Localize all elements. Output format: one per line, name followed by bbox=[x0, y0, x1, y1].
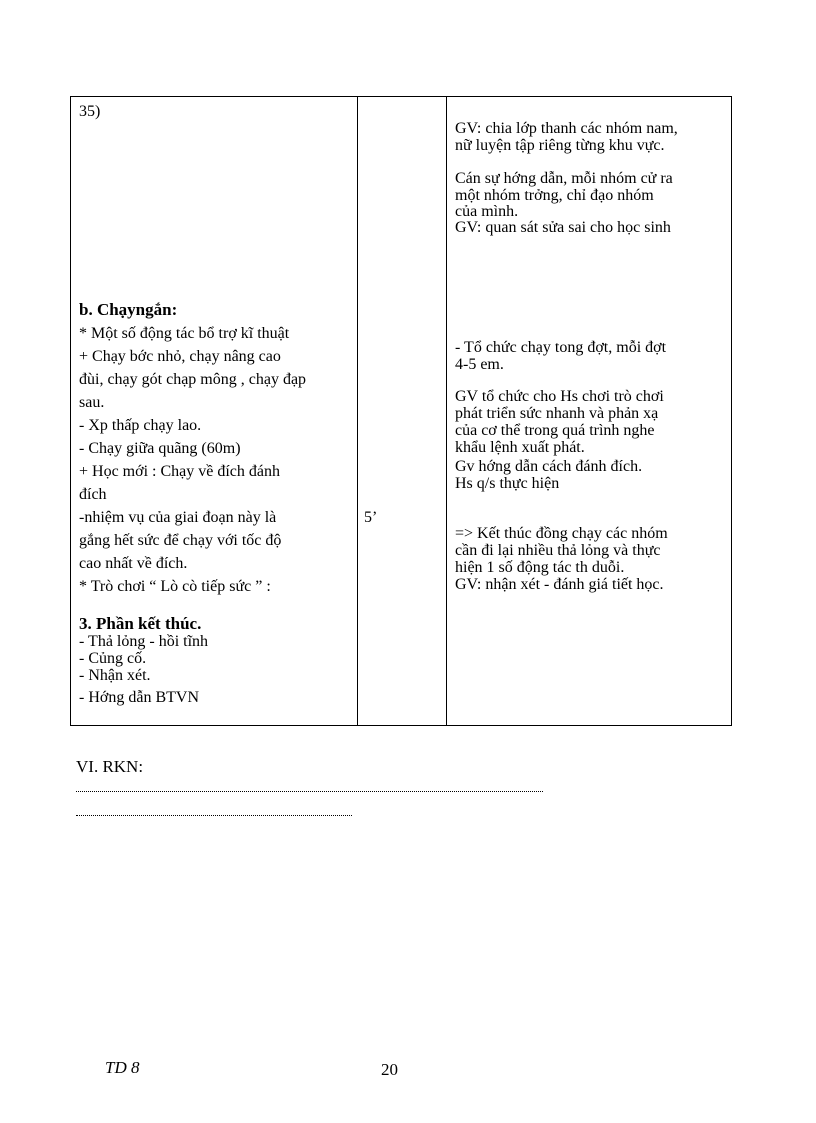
lesson-table bbox=[70, 96, 732, 726]
content-line: đích bbox=[79, 486, 107, 503]
method-line: GV: chia lớp thanh các nhóm nam, bbox=[455, 120, 678, 137]
end-line: - Nhận xét. bbox=[79, 667, 151, 684]
method-line: 4-5 em. bbox=[455, 356, 504, 373]
content-line: + Chạy bớc nhỏ, chạy nâng cao bbox=[79, 348, 281, 365]
dotted-line bbox=[76, 815, 352, 816]
content-line: sau. bbox=[79, 394, 105, 411]
method-line: hiện 1 số động tác th duỗi. bbox=[455, 559, 625, 576]
content-line: - Xp thấp chạy lao. bbox=[79, 417, 202, 434]
content-line: cao nhất về đích. bbox=[79, 555, 188, 572]
end-line: - Hớng dẫn BTVN bbox=[79, 689, 199, 706]
method-line: cần đi lại nhiều thả lỏng và thực bbox=[455, 542, 661, 559]
method-line: => Kết thúc đồng chạy các nhóm bbox=[455, 525, 668, 542]
content-line: gắng hết sức để chạy với tốc độ bbox=[79, 532, 282, 549]
end-line: - Củng cố. bbox=[79, 650, 147, 667]
method-line: khẩu lệnh xuất phát. bbox=[455, 439, 585, 456]
method-line: Hs q/s thực hiện bbox=[455, 475, 560, 492]
content-column bbox=[71, 97, 358, 725]
duration-column bbox=[358, 97, 447, 725]
page-number: 20 bbox=[381, 1060, 398, 1079]
section-3-title: 3. Phần kết thúc. bbox=[79, 614, 202, 633]
section-b-title: b. Chạyngắn: bbox=[79, 300, 178, 319]
method-line: GV: quan sát sửa sai cho học sinh bbox=[455, 219, 671, 236]
method-line: nữ luyện tập riêng từng khu vực. bbox=[455, 137, 665, 154]
top-fragment: 35) bbox=[79, 103, 101, 120]
method-line: Gv hớng dẫn cách đánh đích. bbox=[455, 458, 643, 475]
method-line: GV tổ chức cho Hs chơi trò chơi bbox=[455, 388, 664, 405]
method-line: một nhóm trởng, chỉ đạo nhóm bbox=[455, 187, 654, 204]
method-line: Cán sự hớng dẫn, mỗi nhóm cử ra bbox=[455, 170, 673, 187]
content-line: + Học mới : Chạy về đích đánh bbox=[79, 463, 280, 480]
dotted-line bbox=[76, 791, 543, 792]
rkn-label: VI. RKN: bbox=[76, 757, 144, 776]
content-line: - Chạy giữa quãng (60m) bbox=[79, 440, 241, 457]
method-line: - Tổ chức chạy tong đợt, mỗi đợt bbox=[455, 339, 667, 356]
footer-subject: TD 8 bbox=[105, 1058, 140, 1077]
method-line: phát triển sức nhanh và phản xạ bbox=[455, 405, 659, 422]
content-line: * Trò chơi “ Lò cò tiếp sức ” : bbox=[79, 578, 271, 595]
method-line: của mình. bbox=[455, 203, 519, 220]
method-column bbox=[447, 97, 731, 725]
method-line: GV: nhận xét - đánh giá tiết học. bbox=[455, 576, 664, 593]
duration-value: 5’ bbox=[364, 509, 378, 526]
content-line: đùi, chạy gót chạp mông , chạy đạp bbox=[79, 371, 307, 388]
method-line: của cơ thể trong quá trình nghe bbox=[455, 422, 655, 439]
content-line: * Một số động tác bổ trợ kĩ thuật bbox=[79, 325, 290, 342]
content-line: -nhiệm vụ của giai đoạn này là bbox=[79, 509, 277, 526]
end-line: - Thả lỏng - hồi tĩnh bbox=[79, 633, 209, 650]
